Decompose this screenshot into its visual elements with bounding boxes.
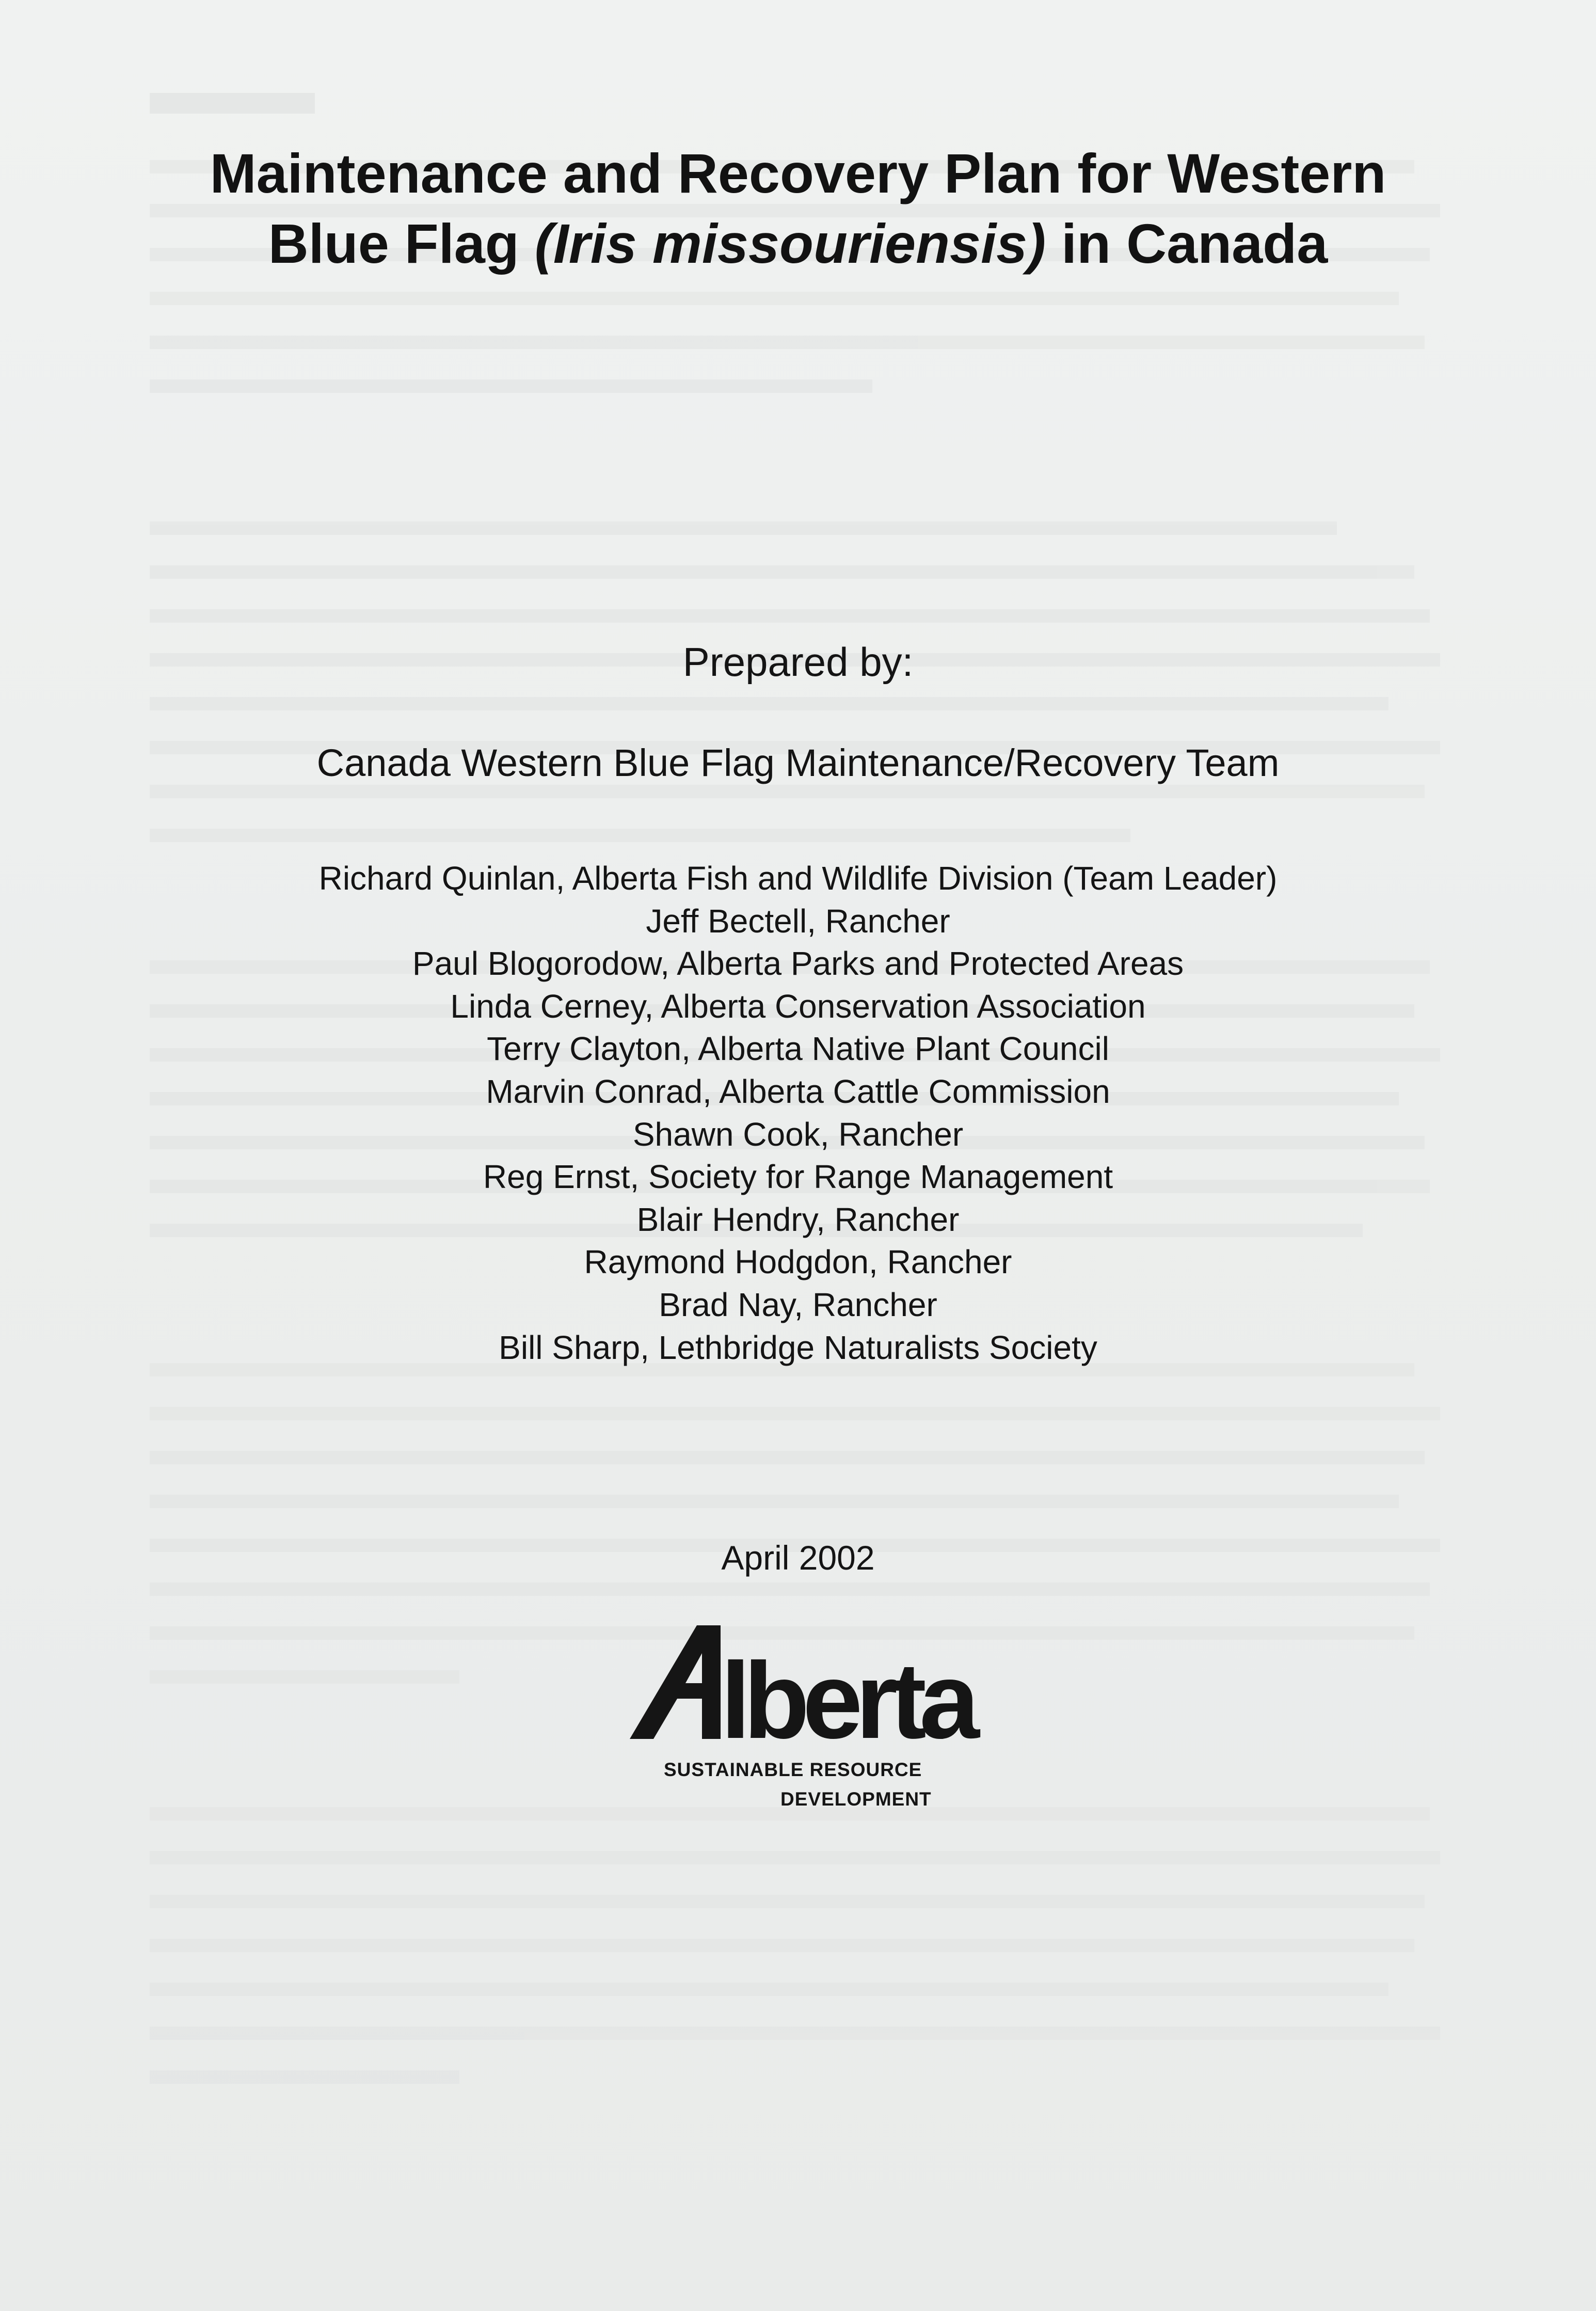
team-member: Bill Sharp, Lethbridge Naturalists Society — [499, 1328, 1097, 1366]
team-member: Shawn Cook, Rancher — [632, 1115, 964, 1153]
team-member: Marvin Conrad, Alberta Cattle Commission — [486, 1072, 1110, 1110]
alberta-wordmark: lberta — [721, 1640, 972, 1761]
title-line-2-suffix: in Canada — [1046, 212, 1328, 275]
publication-date: April 2002 — [721, 1539, 875, 1577]
team-member: Linda Cerney, Alberta Conservation Association — [450, 987, 1146, 1025]
team-member: Terry Clayton, Alberta Native Plant Council — [487, 1030, 1109, 1068]
team-member: Blair Hendry, Rancher — [636, 1200, 960, 1238]
team-member: Brad Nay, Rancher — [659, 1286, 937, 1323]
logo-tagline-line-2: DEVELOPMENT — [780, 1788, 932, 1810]
document-title — [0, 138, 1596, 279]
team-member: Raymond Hodgdon, Rancher — [584, 1243, 1012, 1281]
team-member: Jeff Bectell, Rancher — [646, 902, 950, 940]
team-name: Canada Western Blue Flag Maintenance/Recovery Team — [316, 741, 1280, 784]
team-member: Reg Ernst, Society for Range Management — [483, 1158, 1113, 1196]
team-members-list — [0, 857, 1596, 1369]
prepared-by-heading: Prepared by: — [682, 639, 914, 685]
title-line-2-prefix: Blue Flag — [268, 212, 535, 275]
team-member: Richard Quinlan, Alberta Fish and Wildlife Division (Team Leader) — [318, 860, 1278, 897]
alberta-logo-graphic — [619, 1621, 991, 1817]
title-line-2 — [0, 209, 1596, 279]
title-species-name: (Iris missouriensis) — [534, 212, 1046, 275]
alberta-logo — [619, 1621, 991, 1817]
team-member: Paul Blogorodow, Alberta Parks and Protected Areas — [412, 945, 1184, 983]
title-line-1: Maintenance and Recovery Plan for Western — [210, 142, 1386, 204]
logo-tagline-line-1: SUSTAINABLE RESOURCE — [664, 1759, 922, 1780]
